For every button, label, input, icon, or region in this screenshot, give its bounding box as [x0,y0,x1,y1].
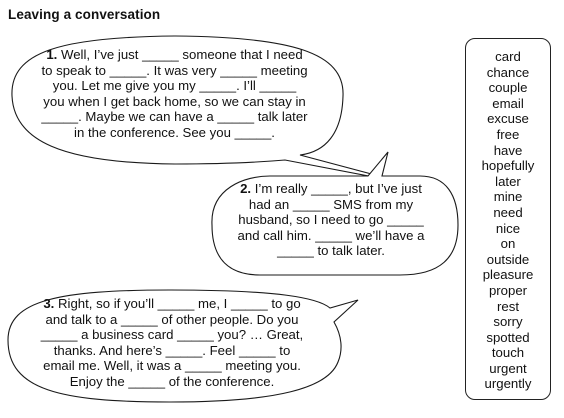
word-bank-item: urgent [489,360,527,376]
bubble-line: to speak to _____. It was very _____ meeting [41,62,308,78]
word-bank-item: hopefully [481,158,535,174]
bubble-line: and talk to a _____ of other people. Do you [45,311,299,327]
word-bank-item: sorry [493,314,523,330]
word-bank-item: mine [493,189,523,205]
bubble-line: thanks. And here’s _____. Feel _____ to [53,342,291,358]
word-bank-item: spotted [486,329,530,345]
word-bank-item: couple [488,80,528,96]
word-bank-item: on [500,236,516,252]
word-bank-item: excuse [487,111,529,127]
bubble-line: husband, so I need to go _____ [238,212,424,228]
speech-bubble-2-text [222,181,440,259]
page-title: Leaving a conversation [8,7,161,22]
word-bank-item: later [495,173,521,189]
word-bank-item: need [493,204,523,220]
bubble-line: _____ to talk later. [277,243,385,259]
bubble-line: 2. I’m really _____, but I’ve just [240,181,422,196]
exercise-number: 1. [46,47,58,62]
word-bank-item: email [492,95,524,111]
bubble-line: _____. Maybe we can have a _____ talk later [41,109,308,125]
word-bank-item: outside [486,251,530,267]
word-bank-item: rest [497,298,519,314]
speech-bubble-1-text [22,47,327,141]
bubble-line: had an _____ SMS from my [248,196,414,212]
bubble-line: _____ a business card _____ you? … Great, [40,327,304,343]
exercise-number: 3. [43,296,55,311]
word-bank-item: urgently [484,376,532,392]
bubble-line: 1. Well, I’ve just _____ someone that I need [46,47,303,62]
word-bank-item: card [495,49,521,64]
bubble-line: in the conference. See you _____. [74,124,275,140]
word-bank-item: nice [495,220,521,236]
bubble-line: Enjoy the _____ of the conference. [69,373,275,389]
bubble-line: 3. Right, so if you’ll _____ me, I _____ to go [43,296,301,311]
word-bank-item: chance [486,64,530,80]
word-bank [465,38,551,400]
bubble-line: you. Let me give you my _____. I’ll _____ [52,78,297,94]
word-bank-item: proper [488,282,528,298]
word-bank-item: touch [491,345,525,361]
speech-bubble-3-text [20,296,324,390]
bubble-line: email me. Well, it was a _____ meeting you. [43,358,301,374]
word-bank-item: have [493,142,523,158]
bubble-line: and call him. _____ we’ll have a [237,227,425,243]
word-bank-item: pleasure [482,267,534,283]
word-bank-item: free [496,126,520,142]
bubble-line: you when I get back home, so we can stay in [43,93,306,109]
exercise-number: 2. [240,181,252,196]
